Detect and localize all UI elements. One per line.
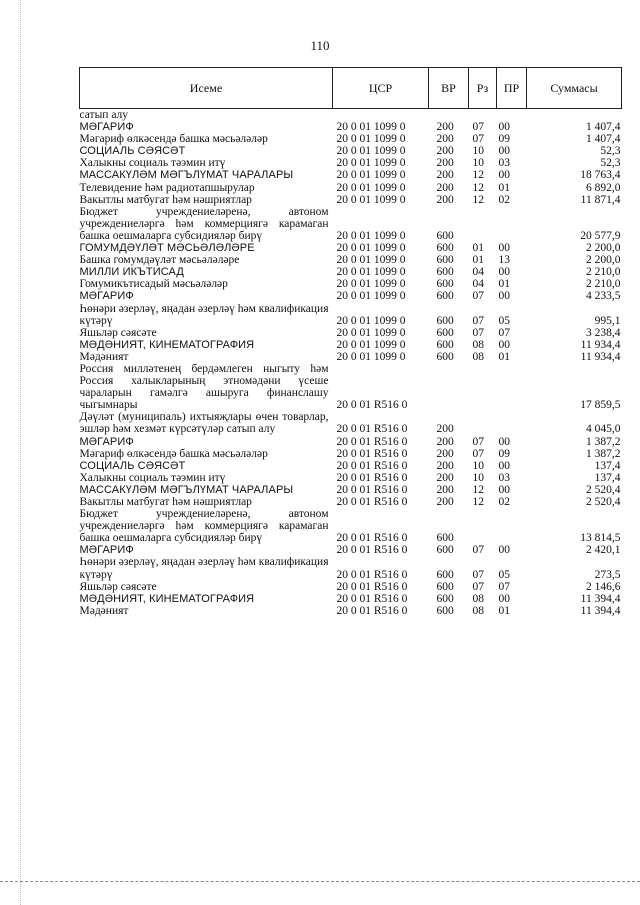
cell-sum: 2 210,0 — [586, 266, 621, 279]
table-row — [80, 109, 622, 122]
table-row — [80, 121, 622, 133]
cell-csr: 20 0 01 R516 0 — [336, 471, 408, 484]
cell-rz: 07 — [472, 326, 484, 339]
header-row — [80, 68, 622, 109]
cell-csr: 20 0 01 R516 0 — [336, 592, 408, 605]
cell-pr: 02 — [498, 496, 510, 508]
table-row — [80, 556, 622, 580]
cell-name: МӘГАРИФ — [79, 435, 134, 448]
cell-csr: 20 0 01 R516 0 — [336, 580, 408, 593]
cell-pr — [497, 109, 527, 122]
cell-rz: 12 — [472, 483, 484, 496]
cell-pr: 13 — [498, 254, 510, 267]
cell-name: Мәдәният — [79, 350, 129, 363]
cell-csr: 20 0 01 R516 0 — [336, 423, 408, 436]
cell-name: Дәүләт (муниципаль) ихтыяҗлары өчен товарлар, эшләр һәм хезмәт күрсәтүләр сатып алу — [79, 411, 329, 436]
cell-csr: 20 0 01 1099 0 — [336, 133, 406, 146]
cell-rz: 07 — [472, 580, 484, 593]
cell-vr: 600 — [436, 326, 454, 339]
cell-pr — [497, 508, 527, 544]
cell-pr: 09 — [498, 447, 510, 460]
cell-pr: 09 — [498, 133, 510, 146]
cell-sum: 2 520,4 — [586, 483, 621, 496]
cell-name: Вакытлы матбугат һәм нәшриятлар — [79, 193, 252, 206]
cell-pr: 00 — [498, 169, 510, 182]
cell-name: Бюджет учреждениеләренә, автоном учреждениеләргә һәм коммерциягә карамаган башка оешмаларга субсидияләр бирү — [79, 508, 329, 545]
cell-rz: 12 — [472, 181, 484, 194]
cell-csr: 20 0 01 1099 0 — [336, 290, 406, 303]
cell-rz: 07 — [472, 568, 484, 581]
page-number: 110 — [310, 38, 330, 53]
cell-sum: 1 387,2 — [586, 435, 621, 448]
cell-pr: 01 — [498, 278, 510, 291]
cell-rz: 10 — [472, 145, 484, 158]
cell-vr — [429, 109, 469, 122]
cell-sum: 2 210,0 — [586, 278, 621, 291]
cell-csr: 20 0 01 R516 0 — [336, 532, 408, 545]
table-row — [80, 290, 622, 302]
cell-sum: 11 934,4 — [580, 350, 621, 363]
cell-pr: 00 — [498, 290, 510, 303]
cell-name: Мәгариф өлкәсендә башка мәсьәләләр — [79, 447, 268, 460]
cell-name: МӘДӘНИЯТ, КИНЕМАТОГРАФИЯ — [79, 592, 255, 605]
cell-pr: 01 — [498, 350, 510, 363]
cell-sum — [527, 109, 622, 122]
table-row — [80, 169, 622, 181]
header-rz: Рз — [469, 68, 497, 109]
cell-vr: 200 — [436, 169, 454, 182]
cell-name: Халыкны социаль тәэмин итү — [79, 157, 226, 170]
table-row — [80, 593, 622, 605]
header-name: Исеме — [80, 68, 333, 109]
cell-vr: 600 — [436, 242, 454, 255]
cell-name: МАССАКҮЛӘМ МӘГЪЛҮМАТ ЧАРАЛАРЫ — [79, 169, 294, 182]
cell-vr — [429, 363, 469, 411]
budget-table — [79, 67, 622, 617]
scan-margin-line — [20, 0, 21, 905]
cell-pr: 00 — [498, 266, 510, 279]
table-row — [80, 484, 622, 496]
cell-csr: 20 0 01 1099 0 — [336, 145, 406, 158]
cell-vr: 200 — [436, 423, 454, 436]
cell-sum: 11 871,4 — [580, 193, 621, 206]
cell-rz: 08 — [472, 604, 484, 617]
cell-sum: 137,4 — [594, 459, 621, 472]
cell-rz: 08 — [472, 592, 484, 605]
cell-vr: 200 — [436, 121, 454, 134]
cell-name: МӘГАРИФ — [79, 121, 134, 134]
cell-name: МӘГАРИФ — [79, 290, 134, 303]
cell-pr: 00 — [498, 435, 510, 448]
table-row — [80, 242, 622, 254]
cell-name: Яшьләр сәясәте — [79, 326, 157, 339]
cell-name: СОЦИАЛЬ СӘЯСӘТ — [79, 145, 186, 158]
cell-pr: 01 — [498, 604, 510, 617]
cell-rz — [469, 109, 497, 122]
cell-vr: 600 — [436, 254, 454, 267]
cell-csr: 20 0 01 R516 0 — [336, 604, 408, 617]
table-row — [80, 339, 622, 351]
cell-vr: 600 — [436, 544, 454, 557]
cell-csr: 20 0 01 1099 0 — [336, 242, 406, 255]
cell-rz: 08 — [472, 338, 484, 351]
cell-pr: 00 — [498, 592, 510, 605]
cell-rz: 12 — [472, 169, 484, 182]
cell-csr: 20 0 01 1099 0 — [336, 338, 406, 351]
cell-csr: 20 0 01 1099 0 — [336, 350, 406, 363]
cell-vr: 200 — [436, 157, 454, 170]
cell-name: Һөнәри әзерләү, яңадан әзерләү һәм квалификация күтәрү — [79, 302, 329, 327]
cell-pr: 03 — [498, 157, 510, 170]
cell-vr: 600 — [436, 229, 454, 242]
cell-sum: 995,1 — [594, 314, 621, 327]
table-row — [80, 508, 622, 544]
cell-csr: 20 0 01 R516 0 — [336, 447, 408, 460]
cell-name: Телевидение һәм радиотапшырулар — [79, 181, 255, 194]
cell-sum: 20 577,9 — [580, 229, 621, 242]
table-row — [80, 496, 622, 508]
cell-pr: 07 — [498, 326, 510, 339]
table-row — [80, 133, 622, 145]
cell-name: Һөнәри әзерләү, яңадан әзерләү һәм квалификация күтәрү — [79, 556, 329, 581]
table-row — [80, 363, 622, 411]
cell-sum: 52,3 — [600, 145, 621, 158]
cell-name: МӘГАРИФ — [79, 544, 134, 557]
cell-pr: 00 — [498, 145, 510, 158]
cell-pr: 00 — [498, 242, 510, 255]
cell-csr: 20 0 01 R516 0 — [336, 496, 408, 508]
table-row — [80, 411, 622, 435]
cell-rz: 10 — [472, 471, 484, 484]
cell-csr: 20 0 01 1099 0 — [336, 121, 406, 134]
table-row — [80, 157, 622, 169]
cell-rz: 12 — [472, 193, 484, 206]
cell-name: Россия милләтенең бердәмлеген ныгыту һәм Россия халыкларының этномәдәни үсеше чараларын гамәлгә ашыруга финанслашу чыгымнары — [79, 362, 329, 412]
cell-pr: 01 — [498, 181, 510, 194]
table-row — [80, 605, 622, 617]
cell-csr: 20 0 01 1099 0 — [336, 254, 406, 267]
table-body — [80, 109, 622, 617]
cell-sum: 4 233,5 — [586, 290, 621, 303]
cell-vr: 600 — [436, 568, 454, 581]
cell-sum: 11 394,4 — [580, 592, 621, 605]
cell-vr: 600 — [436, 580, 454, 593]
cell-sum: 13 814,5 — [580, 532, 621, 545]
cell-pr: 05 — [498, 568, 510, 581]
table-row — [80, 278, 622, 290]
cell-name: сатып алу — [79, 109, 129, 121]
cell-vr: 200 — [436, 496, 454, 508]
cell-vr: 600 — [436, 532, 454, 545]
cell-csr: 20 0 01 1099 0 — [336, 326, 406, 339]
cell-rz: 10 — [472, 157, 484, 170]
cell-sum: 6 892,0 — [586, 181, 621, 194]
cell-name: МИЛЛИ ИКЪТИСАД — [79, 266, 184, 279]
cell-csr: 20 0 01 R516 0 — [336, 568, 408, 581]
cell-vr: 600 — [436, 314, 454, 327]
cell-name: СОЦИАЛЬ СӘЯСӘТ — [79, 459, 186, 472]
cell-pr: 00 — [498, 338, 510, 351]
cell-sum: 1 387,2 — [586, 447, 621, 460]
table-row — [80, 472, 622, 484]
table-row — [80, 266, 622, 278]
table-row — [80, 544, 622, 556]
table-header — [80, 68, 622, 109]
cell-pr — [497, 206, 527, 242]
cell-sum: 52,3 — [600, 157, 621, 170]
cell-pr: 00 — [498, 544, 510, 557]
cell-csr: 20 0 01 R516 0 — [336, 544, 408, 557]
cell-vr: 200 — [436, 447, 454, 460]
cell-pr: 05 — [498, 314, 510, 327]
cell-rz — [469, 206, 497, 242]
cell-sum: 2 200,0 — [586, 242, 621, 255]
cell-sum: 17 859,5 — [580, 399, 621, 412]
cell-csr: 20 0 01 R516 0 — [336, 435, 408, 448]
cell-csr: 20 0 01 R516 0 — [336, 399, 408, 412]
cell-rz — [469, 411, 497, 435]
cell-vr: 200 — [436, 483, 454, 496]
cell-sum: 2 520,4 — [586, 496, 621, 508]
cell-name: Халыкны социаль тәэмин итү — [79, 471, 226, 484]
cell-pr — [497, 411, 527, 435]
cell-vr: 600 — [436, 350, 454, 363]
cell-csr: 20 0 01 1099 0 — [336, 169, 406, 182]
cell-sum: 18 763,4 — [580, 169, 621, 182]
cell-rz: 07 — [472, 121, 484, 134]
cell-pr: 07 — [498, 580, 510, 593]
cell-vr: 200 — [436, 193, 454, 206]
cell-vr: 200 — [436, 471, 454, 484]
cell-rz: 04 — [472, 266, 484, 279]
table-row — [80, 254, 622, 266]
cell-name: Гомумикътисадый мәсьәләләр — [79, 278, 228, 291]
cell-csr: 20 0 01 1099 0 — [336, 278, 406, 291]
cell-vr: 600 — [436, 338, 454, 351]
cell-sum: 2 146,6 — [586, 580, 621, 593]
table-row — [80, 327, 622, 339]
cell-rz: 07 — [472, 133, 484, 146]
cell-pr — [497, 363, 527, 411]
cell-name: Бюджет учреждениеләренә, автоном учреждениеләргә һәм коммерциягә карамаган башка оешмаларга субсидияләр бирү — [79, 205, 329, 242]
cell-name: ГОМУМДӘҮЛӘТ МӘСЬӘЛӘЛӘРЕ — [79, 242, 255, 255]
cell-rz — [469, 363, 497, 411]
cell-name: Яшьләр сәясәте — [79, 580, 157, 593]
table-row — [80, 581, 622, 593]
cell-sum: 11 394,4 — [580, 604, 621, 617]
cell-sum: 1 407,4 — [586, 133, 621, 146]
scan-bottom-line — [0, 881, 640, 882]
cell-rz: 01 — [472, 242, 484, 255]
table-row — [80, 351, 622, 363]
cell-sum: 2 420,1 — [586, 544, 621, 557]
table-row — [80, 460, 622, 472]
cell-rz: 07 — [472, 544, 484, 557]
cell-csr: 20 0 01 1099 0 — [336, 181, 406, 194]
cell-sum: 2 200,0 — [586, 254, 621, 267]
cell-rz: 07 — [472, 435, 484, 448]
cell-rz: 07 — [472, 447, 484, 460]
header-csr: ЦСР — [333, 68, 429, 109]
header-vr: ВР — [429, 68, 469, 109]
cell-sum: 3 238,4 — [586, 326, 621, 339]
cell-vr: 600 — [436, 278, 454, 291]
cell-rz: 12 — [472, 496, 484, 508]
cell-vr: 600 — [436, 592, 454, 605]
table-row — [80, 145, 622, 157]
cell-sum: 11 934,4 — [580, 338, 621, 351]
cell-vr: 600 — [436, 604, 454, 617]
table-row — [80, 303, 622, 327]
cell-rz: 04 — [472, 278, 484, 291]
cell-csr: 20 0 01 R516 0 — [336, 483, 408, 496]
header-pr: ПР — [497, 68, 527, 109]
cell-csr: 20 0 01 1099 0 — [336, 157, 406, 170]
table-row — [80, 448, 622, 460]
cell-vr: 200 — [436, 181, 454, 194]
cell-vr: 200 — [436, 133, 454, 146]
cell-name: Вакытлы матбугат һәм нәшриятлар — [79, 496, 252, 508]
cell-sum: 4 045,0 — [586, 423, 621, 436]
cell-name: Башка гомумдәүләт мәсьәләләре — [79, 254, 240, 267]
cell-csr: 20 0 01 1099 0 — [336, 314, 406, 327]
cell-rz: 10 — [472, 459, 484, 472]
cell-name: МАССАКҮЛӘМ МӘГЪЛҮМАТ ЧАРАЛАРЫ — [79, 483, 294, 496]
cell-pr: 00 — [498, 483, 510, 496]
cell-rz: 01 — [472, 254, 484, 267]
cell-pr: 03 — [498, 471, 510, 484]
cell-vr: 200 — [436, 459, 454, 472]
cell-name: МӘДӘНИЯТ, КИНЕМАТОГРАФИЯ — [79, 338, 255, 351]
table-row — [80, 436, 622, 448]
cell-csr: 20 0 01 1099 0 — [336, 193, 406, 206]
cell-sum: 1 407,4 — [586, 121, 621, 134]
cell-sum: 137,4 — [594, 471, 621, 484]
cell-pr: 00 — [498, 121, 510, 134]
cell-rz: 07 — [472, 290, 484, 303]
cell-vr: 600 — [436, 266, 454, 279]
cell-rz: 07 — [472, 314, 484, 327]
table-row — [80, 194, 622, 206]
cell-csr — [333, 109, 429, 122]
cell-csr: 20 0 01 1099 0 — [336, 229, 406, 242]
cell-rz — [469, 508, 497, 544]
cell-csr: 20 0 01 1099 0 — [336, 266, 406, 279]
cell-vr: 600 — [436, 290, 454, 303]
table-row — [80, 206, 622, 242]
cell-rz: 08 — [472, 350, 484, 363]
cell-name: Мәгариф өлкәсендә башка мәсьәләләр — [79, 133, 268, 146]
cell-vr: 200 — [436, 145, 454, 158]
cell-csr: 20 0 01 R516 0 — [336, 459, 408, 472]
cell-sum: 273,5 — [594, 568, 621, 581]
table-row — [80, 182, 622, 194]
cell-pr: 00 — [498, 459, 510, 472]
cell-vr: 200 — [436, 435, 454, 448]
header-sum: Суммасы — [527, 68, 622, 109]
cell-name: Мәдәният — [79, 604, 129, 617]
cell-pr: 02 — [498, 193, 510, 206]
